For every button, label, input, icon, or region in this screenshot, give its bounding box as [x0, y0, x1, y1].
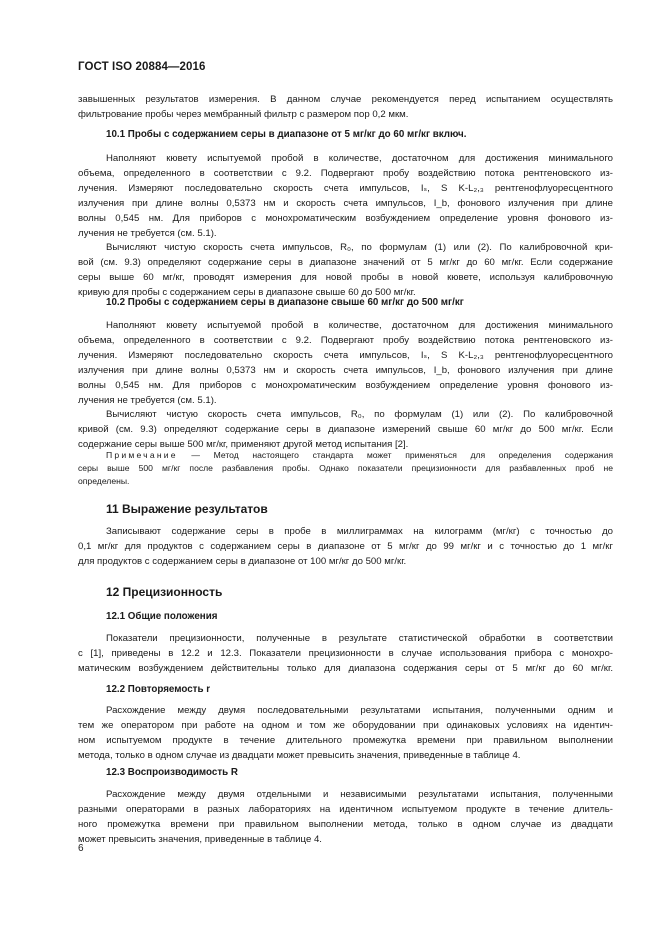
section-12-1-paragraph	[78, 632, 613, 677]
section-10-1-heading: 10.1 Пробы с содержанием серы в диапазоне от 5 мг/кг до 60 мг/кг включ.	[106, 129, 467, 140]
section-12-2-paragraph	[78, 704, 613, 764]
section-10-2-paragraph-2	[78, 408, 613, 453]
text-line: матическим возбуждением действительны только для диапазона содержания серы от 5 мг/кг до 60 мг/кг.	[78, 662, 613, 674]
text-line: Наполняют кювету испытуемой пробой в количестве, достаточном для достижения минимального	[106, 153, 613, 164]
text-line: Вычисляют чистую скорость счета импульсов, R₀, по формулам (1) или (2). По калибровочной	[106, 409, 613, 420]
text-line: серы выше 500 мг/кг после разбавления пробы. Однако показатели прецизионности для разбавленных проб не	[78, 463, 613, 473]
text-line: излучения при длине волны 0,5373 нм и скорость счета импульсов, I_b, фонового излучения при длине	[78, 364, 613, 376]
document-header: ГОСТ ISO 20884—2016	[78, 61, 206, 73]
text-line: ного промежутка времени при правильном выполнении метода, только в одном случае из двадцати	[78, 818, 613, 830]
text-line: Записывают содержание серы в пробе в миллиграммах на килограмм (мг/кг) с точностью до	[106, 526, 613, 537]
section-10-1-paragraph-1	[78, 152, 613, 241]
text-line: — Метод настоящего стандарта может применяться для определения содержания	[191, 450, 614, 460]
text-line: Расхождение между двумя отдельными и независимыми результатами испытания, полученными	[106, 789, 613, 800]
text-line: лучения. Измеряют последовательно скорость счета импульсов, Iₛ, S K-L₂,₃ рентгенофлуоресцентного	[78, 349, 613, 361]
text-line: лучения не требуется (см. 5.1).	[78, 227, 217, 239]
text-line: разными операторами в разных лабораториях на идентичном испытуемом продукте в течение длитель-	[78, 803, 613, 815]
text-line: завышенных результатов измерения. В данном случае рекомендуется перед испытанием осуществлять	[78, 94, 613, 105]
text-line: серы выше 60 мг/кг, проводят измерения для новой пробы в новой кювете, используя калибровочную	[78, 271, 613, 283]
section-10-2-paragraph-1	[78, 319, 613, 408]
text-line: 0,1 мг/кг для продуктов с содержанием серы в диапазоне от 5 мг/кг до 99 мг/кг и с точностью до 1 мг/кг	[78, 540, 613, 552]
text-line: определены.	[78, 476, 130, 486]
section-12-2-heading	[106, 684, 210, 695]
section-10-2-heading: 10.2 Пробы с содержанием серы в диапазоне свыше 60 мг/кг до 500 мг/кг	[106, 297, 464, 308]
section-11-heading: 11 Выражение результатов	[106, 502, 268, 516]
text-line: Вычисляют чистую скорость счета импульсов, R₀, по формулам (1) или (2). По калибровочной кри-	[106, 242, 613, 253]
text-line: лучения не требуется (см. 5.1).	[78, 394, 217, 406]
section-12-3-paragraph	[78, 788, 613, 848]
text-line: кривой (см. 9.3) определяют содержание серы в диапазоне измерений свыше 60 мг/кг до 500 мг/кг. Если	[78, 423, 613, 435]
text-line: лучения. Измеряют последовательно скорость счета импульсов, Iₛ, S K-L₂,₃ рентгенофлуоресцентного	[78, 182, 613, 194]
section-12-1-heading: 12.1 Общие положения	[106, 611, 218, 622]
page-number: 6	[78, 843, 84, 854]
text-line: Наполняют кювету испытуемой пробой в количестве, достаточном для достижения минимального	[106, 320, 613, 331]
text-line: волны 0,545 нм. Для приборов с монохроматическим возбуждением определение уровня фонового из-	[78, 379, 613, 391]
section-12-2-heading-text: 12.2 Повторяемость r	[106, 684, 211, 695]
intro-paragraph	[78, 93, 613, 123]
text-line: фильтрование пробы через мембранный фильтр с размером пор 0,2 мкм.	[78, 108, 409, 120]
text-line: с [1], приведены в 12.2 и 12.3. Показатели прецизионности в случае использования прибора с монохро-	[78, 647, 613, 659]
section-11-paragraph	[78, 525, 613, 570]
text-line: кривую для пробы с содержанием серы в диапазоне свыше 60 до 500 мг/кг.	[78, 286, 416, 298]
note-label: Примечание	[106, 450, 178, 460]
text-line: Расхождение между двумя последовательными результатами испытания, полученными одним и	[106, 705, 613, 716]
text-line: может превысить значения, приведенные в таблице 4.	[78, 833, 322, 845]
section-12-heading: 12 Прецизионность	[106, 585, 223, 599]
text-line: ном испытуемом продукте в течение длительного промежутка времени при правильном выполнении	[78, 734, 613, 746]
note-first-line	[78, 449, 613, 462]
section-12-3-heading: 12.3 Воспроизводимость R	[106, 767, 238, 778]
text-line: вой (см. 9.3) определяют содержание серы в диапазоне значений от 5 мг/кг до 60 мг/кг. Если содержание	[78, 256, 613, 268]
text-line: Показатели прецизионности, полученные в результате статистической обработки в соответствии	[106, 633, 613, 644]
text-line: для продуктов с содержанием серы в диапазоне от 100 мг/кг до 500 мг/кг.	[78, 555, 407, 567]
text-line: объема, определенного в соответствии с 9.2. Подвергают пробу воздействию потока рентгеновского из-	[78, 334, 613, 346]
text-line: содержание серы выше 500 мг/кг, применяют другой метод испытания [2].	[78, 438, 409, 450]
text-line: тем же оператором при работе на одном и том же оборудовании при одинаковых условиях на идентич-	[78, 719, 613, 731]
section-10-2-note	[78, 449, 613, 488]
section-10-1-paragraph-2	[78, 241, 613, 301]
text-line: объема, определенного в соответствии с 9.2. Подвергают пробу воздействию потока рентгеновского из-	[78, 167, 613, 179]
text-line: метода, только в одном случае из двадцати может превысить значения, приведенные в таблице 4.	[78, 749, 521, 761]
text-line: излучения при длине волны 0,5373 нм и скорость счета импульсов, I_b, фонового излучения при длине	[78, 197, 613, 209]
text-line: волны 0,545 нм. Для приборов с монохроматическим возбуждением определение уровня фонового из-	[78, 212, 613, 224]
